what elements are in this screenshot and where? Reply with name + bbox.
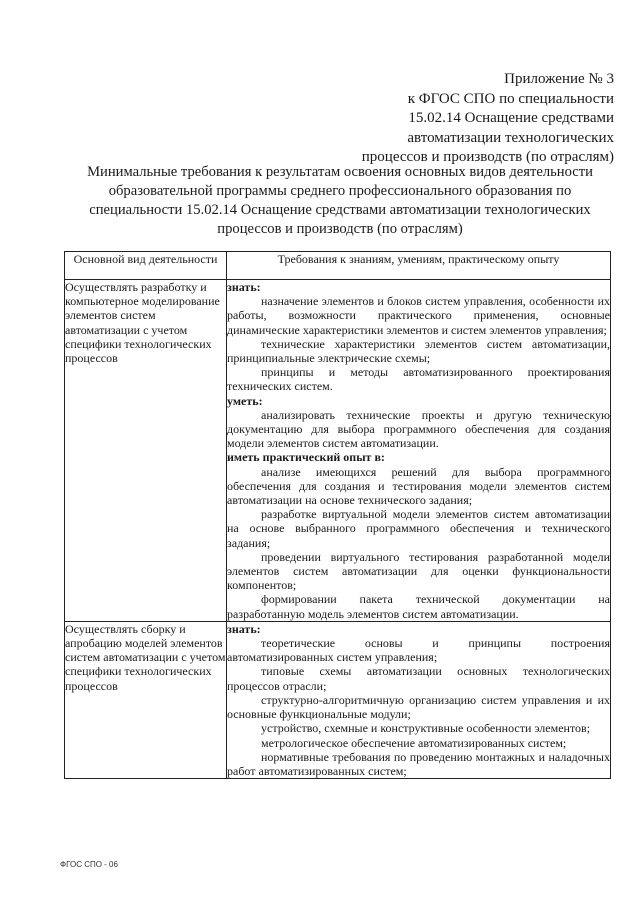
header-activity: Основной вид деятельности [65, 252, 227, 280]
requirement-item: формировании пакета технической документации на разработанную модель элементов систем автоматизации. [227, 592, 610, 621]
appendix-line: автоматизации технологических [407, 129, 614, 146]
title-line: процессов и производств (по отраслям) [217, 221, 463, 237]
requirements-cell [227, 621, 611, 778]
footer-code: ФГОС СПО - 06 [60, 860, 118, 869]
title-line: специальности 15.02.14 Оснащение средствами автоматизации технологических [89, 202, 591, 218]
requirements-cell [227, 280, 611, 622]
requirement-item: принципы и методы автоматизированного проектирования технических систем. [227, 365, 610, 394]
requirement-item: назначение элементов и блоков систем управления, особенности их работы, возможности практического применения, основные динамические характеристики элементов и систем элементов управления; [227, 294, 610, 337]
title-line: образовательной программы среднего профессионального образования по [108, 183, 572, 199]
title-line: Минимальные требования к результатам освоения основных видов деятельности [87, 164, 593, 180]
requirement-item: нормативные требования по проведению монтажных и наладочных работ автоматизированных систем; [227, 749, 610, 778]
know-label: знать: [227, 621, 261, 636]
header-requirements: Требования к знаниям, умениям, практическому опыту [227, 252, 611, 280]
document-title [60, 163, 620, 239]
can-label: уметь: [227, 393, 263, 408]
activity-cell: Осуществлять сборку и апробацию моделей элементов систем автоматизации с учетом специфики технологических процессов [65, 621, 227, 778]
appendix-line: Приложение № 3 [504, 71, 614, 87]
requirement-item: анализировать технические проекты и другую техническую документацию для выбора программного обеспечения для создания модели элементов систем автоматизации. [227, 407, 610, 451]
appendix-line: 15.02.14 Оснащение средствами [408, 110, 614, 126]
requirement-item: технические характеристики элементов систем автоматизации, принципиальные электрические схемы; [227, 336, 610, 366]
appendix-line: процессов и производств (по отраслям) [361, 149, 614, 165]
requirement-item: разработке виртуальной модели элементов систем автоматизации на основе выбранного программного обеспечения и технического задания; [227, 507, 610, 550]
requirements-table [64, 251, 611, 779]
table-row [65, 280, 611, 622]
requirement-item: теоретические основы и принципы построения автоматизированных систем управления; [227, 636, 610, 665]
requirement-item: метрологическое обеспечение автоматизированных систем; [261, 735, 567, 750]
table-header-row [65, 252, 611, 280]
activity-cell: Осуществлять разработку и компьютерное моделирование элементов систем автоматизации с учетом специфики технологических процессов [65, 280, 227, 622]
requirement-item: проведении виртуального тестирования разработанной модели элементов систем автоматизации для оценки функциональности компонентов; [227, 549, 610, 593]
know-label: знать: [227, 280, 261, 294]
table-row [65, 621, 611, 778]
requirement-item: устройство, схемные и конструктивные особенности элементов; [261, 721, 591, 736]
requirement-item: типовые схемы автоматизации основных технологических процессов отрасли; [227, 664, 610, 693]
requirement-item: структурно-алгоритмичную организацию систем управления и их основные функциональные модули; [227, 692, 610, 722]
appendix-reference [362, 70, 614, 168]
experience-label: иметь практический опыт в: [227, 450, 385, 465]
requirement-item: анализе имеющихся решений для выбора программного обеспечения для создания и тестирования модели элементов систем автоматизации на основе технического задания; [227, 464, 610, 508]
appendix-line: к ФГОС СПО по специальности [407, 90, 614, 107]
